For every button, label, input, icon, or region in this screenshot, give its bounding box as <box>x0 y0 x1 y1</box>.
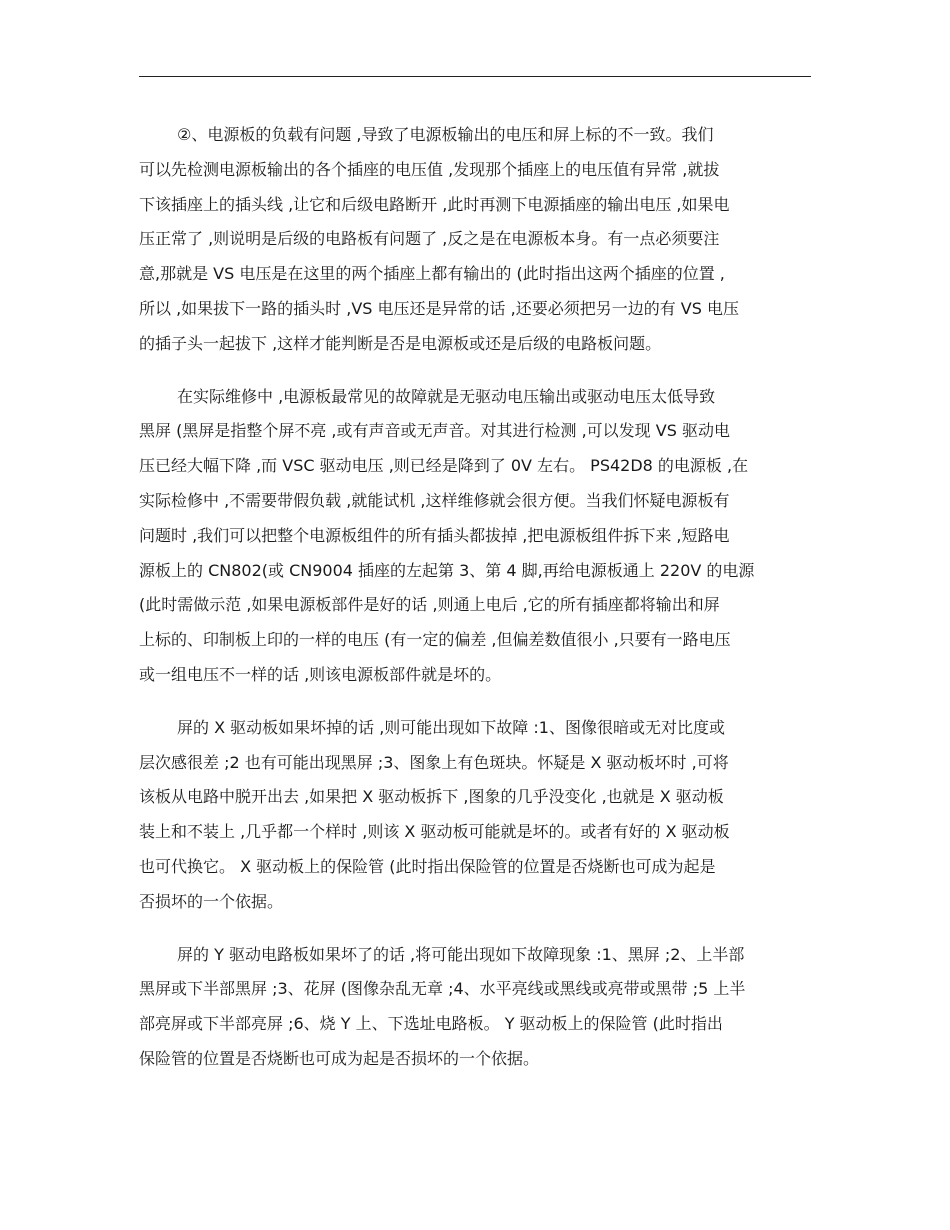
text-line: 下该插座上的插头线 ,让它和后级电路断开 ,此时再测下电源插座的输出电压 ,如果电 <box>139 194 730 214</box>
text-line: 上标的、印制板上印的一样的电压 (有一定的偏差 ,但偏差数值很小 ,只要有一路电压 <box>139 630 731 650</box>
text-line: 或一组电压不一样的话 ,则该电源板部件就是坏的。 <box>139 664 502 684</box>
text-line: 黑屏 (黑屏是指整个屏不亮 ,或有声音或无声音。对其进行检测 ,可以发现 VS 驱动电 <box>139 421 730 441</box>
header-rule <box>139 76 811 77</box>
text-line: 源板上的 CN802(或 CN9004 插座的左起第 3、第 4 脚,再给电源板通上 220V 的电源 <box>139 560 755 580</box>
text-line: 意,那就是 VS 电压是在这里的两个插座上都有输出的 (此时指出这两个插座的位置 , <box>139 264 725 284</box>
text-line: 压正常了 ,则说明是后级的电路板有问题了 ,反之是在电源板本身。有一点必须要注 <box>139 229 720 249</box>
text-line: 屏的 Y 驱动电路板如果坏了的话 ,将可能出现如下故障现象 :1、黑屏 ;2、上半部 <box>177 944 745 964</box>
text-line: (此时需做示范 ,如果电源板部件是好的话 ,则通上电后 ,它的所有插座都将输出和屏 <box>139 595 720 615</box>
text-line: 装上和不装上 ,几乎都一个样时 ,则该 X 驱动板可能就是坏的。或者有好的 X 驱动板 <box>139 822 730 842</box>
text-line: 屏的 X 驱动板如果坏掉的话 ,则可能出现如下故障 :1、图像很暗或无对比度或 <box>177 717 725 737</box>
text-line: 保险管的位置是否烧断也可成为起是否损坏的一个依据。 <box>139 1048 540 1068</box>
text-line: 的插子头一起拔下 ,这样才能判断是否是电源板或还是后级的电路板问题。 <box>139 333 662 353</box>
text-line: 问题时 ,我们可以把整个电源板组件的所有插头都拔掉 ,把电源板组件拆下来 ,短路电 <box>139 525 730 545</box>
text-line: 该板从电路中脱开出去 ,如果把 X 驱动板拆下 ,图象的几乎没变化 ,也就是 X 驱动板 <box>139 787 724 807</box>
text-line: 可以先检测电源板输出的各个插座的电压值 ,发现那个插座上的电压值有异常 ,就拔 <box>139 159 720 179</box>
text-line: 所以 ,如果拔下一路的插头时 ,VS 电压还是异常的话 ,还要必须把另一边的有 VS 电压 <box>139 298 739 318</box>
paragraph-power-board-load <box>139 118 811 362</box>
text-line: 实际检修中 ,不需要带假负载 ,就能试机 ,这样维修就会很方便。当我们怀疑电源板有 <box>139 490 730 510</box>
text-line: 压已经大幅下降 ,而 VSC 驱动电压 ,则已经是降到了 0V 左右。 PS42D8 的电源板 ,在 <box>139 456 749 476</box>
text-line: 也可代换它。 X 驱动板上的保险管 (此时指出保险管的位置是否烧断也可成为起是 <box>139 856 716 876</box>
document-body <box>139 118 811 1095</box>
paragraph-power-board-repair <box>139 380 811 693</box>
text-line: 否损坏的一个依据。 <box>139 891 284 911</box>
text-line: 在实际维修中 ,电源板最常见的故障就是无驱动电压输出或驱动电压太低导致 <box>177 386 716 406</box>
text-line: 黑屏或下半部黑屏 ;3、花屏 (图像杂乱无章 ;4、水平亮线或黑线或亮带或黑带 ;5 上半 <box>139 979 746 999</box>
text-line: ②、电源板的负载有问题 ,导致了电源板输出的电压和屏上标的不一致。我们 <box>177 125 714 144</box>
text-line: 部亮屏或下半部亮屏 ;6、烧 Y 上、下选址电路板。 Y 驱动板上的保险管 (此时指出 <box>139 1014 723 1034</box>
text-line: 层次感很差 ;2 也有可能出现黑屏 ;3、图象上有色斑块。怀疑是 X 驱动板坏时 ,可将 <box>139 752 729 772</box>
paragraph-y-drive-board <box>139 938 811 1077</box>
paragraph-x-drive-board <box>139 711 811 920</box>
